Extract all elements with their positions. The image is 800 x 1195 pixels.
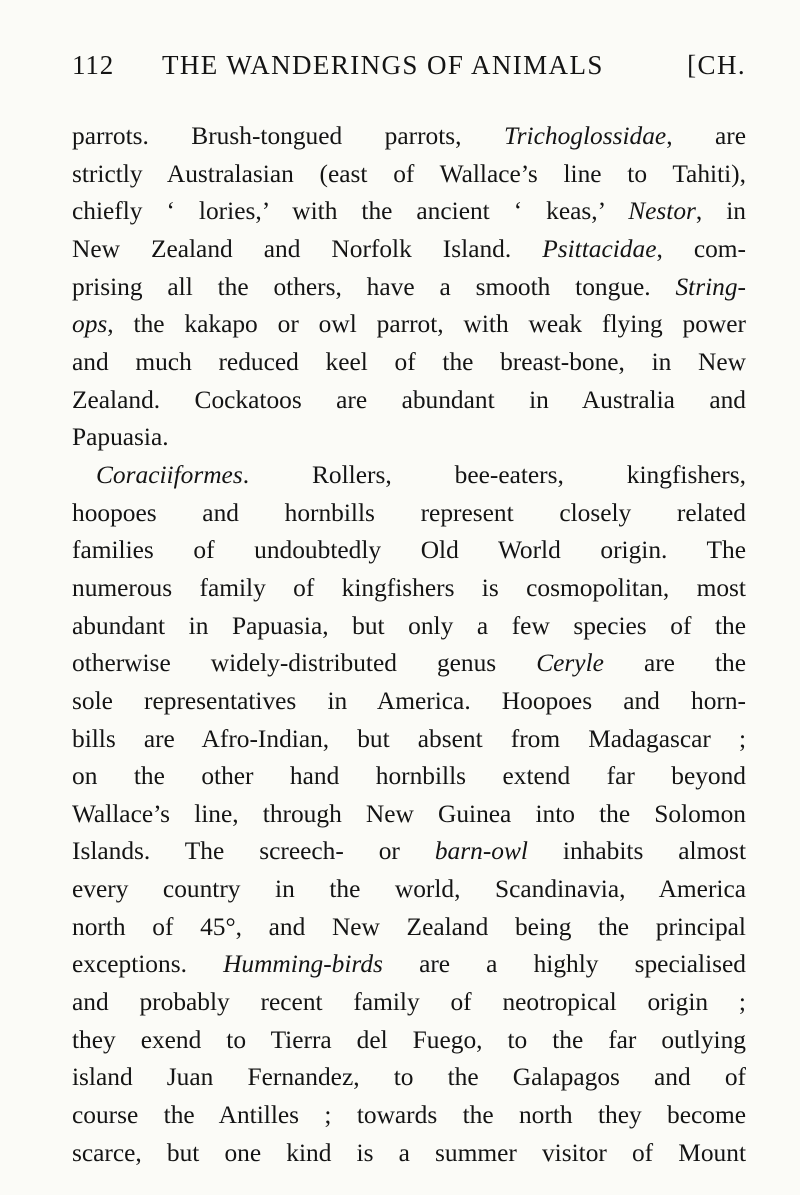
text-line: parrots. Brush-tongued parrots, Trichoglossidae, are: [72, 122, 746, 150]
running-header: [72, 50, 746, 96]
text-line: hoopoes and hornbills represent closely related: [72, 498, 746, 527]
chapter-label: [CH.: [687, 50, 746, 80]
text-line: they exend to Tierra del Fuego, to the far outlying: [72, 1025, 746, 1054]
text-line: every country in the world, Scandinavia, America: [72, 875, 746, 904]
running-title: THE WANDERINGS OF ANIMALS: [162, 50, 604, 80]
text-line: north of 45°, and New Zealand being the principal: [72, 912, 746, 941]
text-line: course the Antilles ; towards the north they become: [72, 1101, 746, 1130]
text-line: New Zealand and Norfolk Island. Psittacidae, com-: [72, 234, 747, 263]
text-line: sole representatives in America. Hoopoes and horn-: [72, 686, 746, 715]
text-line: on the other hand hornbills extend far beyond: [72, 762, 746, 791]
text-line: scarce, but one kind is a summer visitor of Mount: [72, 1138, 746, 1167]
text-line: prising all the others, have a smooth tongue. String-: [72, 272, 746, 301]
text-line: bills are Afro-Indian, but absent from Madagascar ;: [72, 724, 746, 753]
text-line: ops, the kakapo or owl parrot, with weak flying power: [72, 310, 746, 339]
text-line: families of undoubtedly Old World origin. The: [72, 536, 746, 565]
text-line: Wallace’s line, through New Guinea into the Solomon: [72, 799, 746, 828]
text-line: island Juan Fernandez, to the Galapagos and of: [72, 1063, 746, 1092]
text-line: strictly Australasian (east of Wallace’s line to Tahiti),: [72, 159, 746, 188]
body-text: [72, 118, 746, 1172]
text-line: Islands. The screech- or barn-owl inhabits almost: [72, 837, 746, 866]
text-line: exceptions. Humming-birds are a highly specialised: [72, 950, 746, 979]
text-line: Papuasia.: [72, 423, 169, 452]
page-number: 112: [72, 50, 115, 80]
text-line: otherwise widely-distributed genus Ceryle are the: [72, 649, 746, 678]
text-line: chiefly ‘ lories,’ with the ancient ‘ keas,’ Nestor, in: [72, 197, 746, 226]
text-line: Coraciiformes. Rollers, bee-eaters, kingfishers,: [96, 460, 746, 489]
text-line: and much reduced keel of the breast-bone, in New: [72, 347, 746, 376]
text-line: and probably recent family of neotropical origin ;: [72, 988, 746, 1017]
text-line: numerous family of kingfishers is cosmopolitan, most: [72, 573, 746, 602]
text-line: abundant in Papuasia, but only a few species of the: [72, 611, 746, 640]
text-line: Zealand. Cockatoos are abundant in Australia and: [72, 385, 746, 414]
